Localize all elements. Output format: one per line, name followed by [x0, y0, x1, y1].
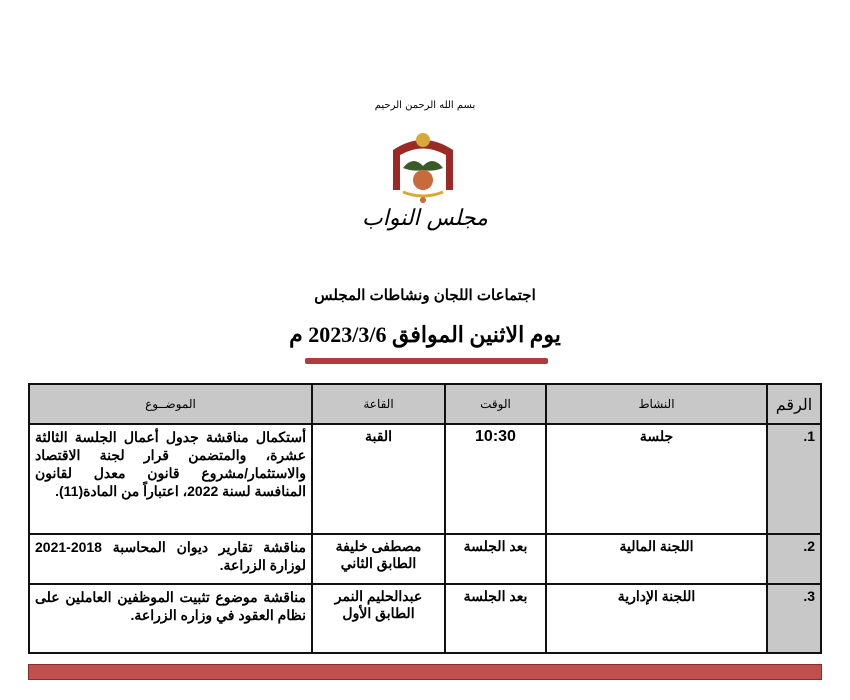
footer-bar	[28, 664, 822, 680]
coat-of-arms-icon	[388, 130, 458, 205]
col-number: الرقم	[767, 384, 821, 424]
council-logo-text: مجلس النواب	[362, 206, 488, 231]
hall-name: عبدالحليم النمر	[334, 588, 423, 604]
row-number: 3.	[767, 584, 821, 653]
table-row	[29, 424, 821, 534]
row-activity: جلسة	[546, 424, 767, 534]
row-hall	[312, 534, 445, 584]
hall-name: مصطفى خليفة	[335, 538, 422, 554]
row-number: 1.	[767, 424, 821, 534]
row-time: بعد الجلسة	[445, 534, 546, 584]
row-subject: أستكمال مناقشة جدول أعمال الجلسة الثالثة عشرة، والمتضمن قرار لجنة الاقتصاد والاستثمار/مشروع قانون معدل لقانون المنافسة لسنة 2022، اعتباراً من المادة(11).	[29, 424, 312, 534]
row-activity: اللجنة الإدارية	[546, 584, 767, 653]
row-hall	[312, 424, 445, 534]
basmala: بسم الله الرحمن الرحيم	[374, 100, 476, 111]
row-subject: مناقشة موضوع تثبيت الموظفين العاملين على نظام العقود في وزاره الزراعة.	[29, 584, 312, 653]
row-time: بعد الجلسة	[445, 584, 546, 653]
date-underline	[305, 358, 548, 364]
row-number: 2.	[767, 534, 821, 584]
col-subject: الموضــوع	[29, 384, 312, 424]
row-activity: اللجنة المالية	[546, 534, 767, 584]
col-hall: القاعة	[312, 384, 445, 424]
col-activity: النشاط	[546, 384, 767, 424]
hall-floor: الطابق الأول	[342, 605, 415, 621]
hall-floor: الطابق الثاني	[340, 555, 417, 571]
page-title: اجتماعات اللجان ونشاطات المجلس	[314, 287, 536, 304]
row-time: 10:30	[445, 424, 546, 534]
schedule-table	[28, 383, 822, 654]
hall-name: القبة	[365, 428, 392, 444]
table-row	[29, 534, 821, 584]
date-heading: يوم الاثنين الموافق 2023/3/6 م	[289, 322, 561, 347]
table-header-row	[29, 384, 821, 424]
col-time: الوقت	[445, 384, 546, 424]
row-hall	[312, 584, 445, 653]
row-subject: مناقشة تقارير ديوان المحاسبة 2018-2021 لوزارة الزراعة.	[29, 534, 312, 584]
table-row	[29, 584, 821, 653]
